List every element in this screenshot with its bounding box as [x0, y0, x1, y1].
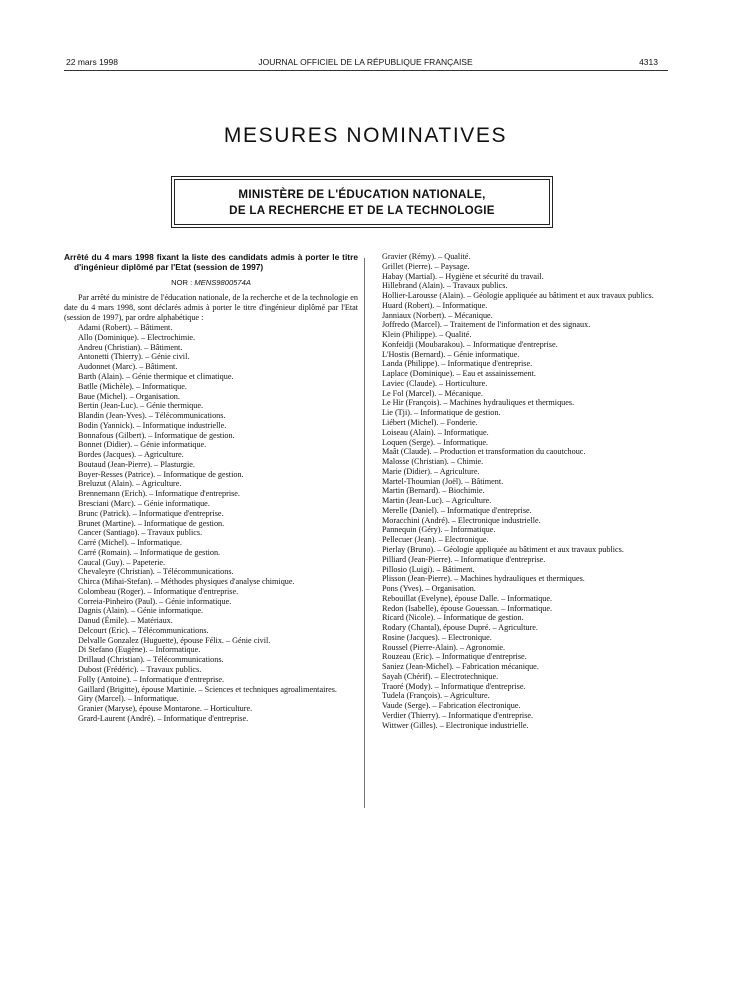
candidate-entry: Martel-Thoumian (Joël). – Bâtiment. — [382, 476, 504, 486]
candidate-list-right — [370, 252, 668, 731]
candidate-entry: Danud (Émile). – Matériaux. — [78, 616, 173, 626]
candidate-entry: Blandin (Jean-Yves). – Télécommunications. — [78, 411, 226, 421]
candidate-entry: Allo (Dominique). – Electrochimie. — [78, 332, 196, 342]
candidate-entry: Malosse (Christian). – Chimie. — [382, 457, 484, 467]
right-column — [370, 252, 668, 731]
candidate-entry: Tudela (François). – Agriculture. — [382, 691, 490, 701]
candidate-entry: Pillosio (Luigi). – Bâtiment. — [382, 564, 475, 574]
header-journal-title: JOURNAL OFFICIEL DE LA RÉPUBLIQUE FRANÇAISE — [258, 57, 473, 67]
candidate-entry: Brunc (Patrick). – Informatique d'entreprise. — [78, 508, 224, 518]
candidate-entry: Bodin (Yannick). – Informatique industrielle. — [78, 420, 227, 430]
candidate-entry: Gaillard (Brigitte), épouse Martinie. – Sciences et techniques agroalimentaires. — [78, 684, 337, 694]
candidate-entry: Bertin (Jean-Luc). – Génie thermique. — [78, 401, 204, 411]
candidate-entry: Pons (Yves). – Organisation. — [382, 584, 476, 594]
candidate-entry: Grard-Laurent (André). – Informatique d'entreprise. — [78, 713, 249, 723]
candidate-entry: Barth (Alain). – Génie thermique et climatique. — [78, 372, 234, 382]
candidate-entry: Maât (Claude). – Production et transformation du caoutchouc. — [382, 447, 586, 457]
candidate-entry: Granier (Maryse), épouse Montarone. – Horticulture. — [78, 704, 253, 714]
candidate-entry: Le Hir (François). – Machines hydrauliques et thermiques. — [382, 398, 575, 408]
section-title: MESURES NOMINATIVES — [223, 124, 508, 147]
candidate-entry: Antonetti (Thierry). – Génie civil. — [78, 352, 190, 362]
candidate-entry: Delcourt (Eric). – Télécommunications. — [78, 625, 209, 635]
candidate-entry: Andreu (Christian). – Bâtiment. — [78, 342, 183, 352]
candidate-entry: Liébert (Michel). – Fonderie. — [382, 418, 478, 428]
candidate-entry: Martin (Bernard). – Biochimie. — [382, 486, 485, 496]
candidate-entry: Cancer (Santiago). – Travaux publics. — [78, 528, 203, 538]
candidate-entry: Baue (Michel). – Organisation. — [78, 391, 180, 401]
candidate-entry: Dagnis (Alain). – Génie informatique. — [78, 606, 204, 616]
candidate-entry: Moracchini (André). – Electronique industrielle. — [382, 515, 541, 525]
candidate-entry: Brunet (Martine). – Informatique de gestion. — [78, 518, 225, 528]
candidate-entry: Joffredo (Marcel). – Traitement de l'information et des signaux. — [382, 320, 591, 330]
candidate-entry: Chevaleyre (Christian). – Télécommunications. — [78, 567, 234, 577]
candidate-entry: Konfeidji (Moubarakou). – Informatique d'entreprise. — [382, 339, 558, 349]
candidate-entry: Pannequin (Géry). – Informatique. — [382, 525, 496, 535]
candidate-entry: Redon (Isabelle), épouse Gouessan. – Informatique. — [382, 603, 553, 613]
candidate-entry: Bresciani (Marc). – Génie informatique. — [78, 498, 210, 508]
candidate-entry: Boutaud (Jean-Pierre). – Plasturgie. — [78, 459, 195, 469]
candidate-entry: Ricard (Nicole). – Informatique de gestion. — [382, 613, 524, 623]
candidate-entry: Caucal (Guy). – Papeterie. — [78, 557, 166, 567]
candidate-entry: Giry (Marcel). – Informatique. — [78, 694, 179, 704]
ministry-box — [174, 179, 550, 225]
candidate-entry: Carré (Romain). – Informatique de gestion. — [78, 547, 221, 557]
candidate-entry: Le Fol (Marcel). – Mécanique. — [382, 388, 483, 398]
candidate-entry: Loquen (Serge). – Informatique. — [382, 437, 489, 447]
column-divider — [364, 258, 365, 808]
candidate-entry: Chirca (Mihai-Stefan). – Méthodes physiques d'analyse chimique. — [78, 577, 295, 587]
candidate-entry: Delvalle Gonzalez (Huguette), épouse Félix. – Génie civil. — [78, 635, 271, 645]
candidate-entry: Folly (Antoine). – Informatique d'entreprise. — [78, 674, 225, 684]
header-rule — [64, 70, 668, 71]
candidate-entry: Janniaux (Norbert). – Mécanique. — [382, 310, 493, 320]
candidate-entry: Landa (Philippe). – Informatique d'entreprise. — [382, 359, 533, 369]
nor-reference — [64, 278, 358, 287]
left-column — [64, 252, 358, 724]
candidate-entry: L'Hostis (Bernard). – Génie informatique. — [382, 349, 520, 359]
candidate-entry: Rebouillat (Evelyne), épouse Dalle. – Informatique. — [382, 593, 553, 603]
candidate-entry: Rosine (Jacques). – Electronique. — [382, 632, 492, 642]
candidate-entry: Di Stefano (Eugène). – Informatique. — [78, 645, 201, 655]
candidate-entry: Huard (Robert). – Informatique. — [382, 300, 488, 310]
candidate-entry: Rouzeau (Eric). – Informatique d'entreprise. — [382, 652, 527, 662]
candidate-entry: Dubost (Frédéric). – Travaux publics. — [78, 664, 202, 674]
candidate-entry: Sayah (Chérif). – Electrotechnique. — [382, 671, 499, 681]
candidate-entry: Klein (Philippe). – Qualité. — [382, 330, 472, 340]
nor-code: MENS9800574A — [194, 278, 251, 288]
candidate-entry: Martin (Jean-Luc). – Agriculture. — [382, 496, 492, 506]
candidate-entry: Brennemann (Erich). – Informatique d'entreprise. — [78, 489, 240, 499]
candidate-entry: Batlle (Michèle). – Informatique. — [78, 381, 187, 391]
header-page-number: 4313 — [639, 57, 658, 67]
candidate-entry: Grillet (Pierre). – Paysage. — [382, 261, 470, 271]
nor-label: NOR : — [171, 278, 193, 288]
candidate-entry: Breluzut (Alain). – Agriculture. — [78, 479, 182, 489]
candidate-entry: Roussel (Pierre-Alain). – Agronomie. — [382, 642, 506, 652]
candidate-entry: Marie (Didier). – Agriculture. — [382, 466, 480, 476]
candidate-entry: Colombeau (Roger). – Informatique d'entreprise. — [78, 586, 239, 596]
candidate-entry: Laplace (Dominique). – Eau et assainissement. — [382, 369, 536, 379]
arrete-intro: Par arrêté du ministre de l'éducation nationale, de la recherche et de la technologie en date du 4 mars 1998, sont déclarés admis à porter le titre d'ingénieur diplômé par l'Etat (session de 1997), par ordre alphabétique : — [64, 293, 358, 322]
candidate-entry: Pierlay (Bruno). – Géologie appliquée au bâtiment et aux travaux publics. — [382, 544, 624, 554]
candidate-entry: Bordes (Jacques). – Agriculture. — [78, 450, 184, 460]
candidate-list-left — [64, 323, 358, 723]
candidate-entry: Vaude (Serge). – Fabrication électronique. — [382, 701, 521, 711]
ministry-line-1: MINISTÈRE DE L'ÉDUCATION NATIONALE, — [238, 188, 486, 201]
candidate-entry: Traoré (Mody). – Informatique d'entreprise. — [382, 681, 526, 691]
candidate-entry: Hollier-Larousse (Alain). – Géologie appliquée au bâtiment et aux travaux publics. — [382, 291, 654, 301]
header-date: 22 mars 1998 — [66, 57, 118, 67]
candidate-entry: Wittwer (Gilles). – Electronique industrielle. — [382, 720, 529, 730]
candidate-entry: Laviec (Claude). – Horticulture. — [382, 378, 488, 388]
candidate-entry: Correia-Pinheiro (Paul). – Génie informatique. — [78, 596, 232, 606]
candidate-entry: Lie (Tji). – Informatique de gestion. — [382, 408, 501, 418]
candidate-entry: Bonnet (Didier). – Génie informatique. — [78, 440, 207, 450]
candidate-entry: Rodary (Chantal), épouse Dupré. – Agriculture. — [382, 623, 538, 633]
candidate-entry: Pilliard (Jean-Pierre). – Informatique d'entreprise. — [382, 554, 546, 564]
candidate-entry: Saniez (Jean-Michel). – Fabrication mécanique. — [382, 662, 539, 672]
candidate-entry: Gravier (Rémy). – Qualité. — [382, 252, 471, 261]
ministry-line-2: DE LA RECHERCHE ET DE LA TECHNOLOGIE — [229, 203, 495, 217]
candidate-entry: Merelle (Daniel). – Informatique d'entreprise. — [382, 505, 532, 515]
candidate-entry: Pellecuer (Jean). – Electronique. — [382, 535, 489, 545]
candidate-entry: Drillaud (Christian). – Télécommunications. — [78, 655, 224, 665]
candidate-entry: Adami (Robert). – Bâtiment. — [78, 323, 173, 333]
candidate-entry: Audonnet (Marc). – Bâtiment. — [78, 362, 178, 372]
candidate-entry: Boyer-Resses (Patrice). – Informatique de gestion. — [78, 469, 244, 479]
candidate-entry: Loiseau (Alain). – Informatique. — [382, 427, 489, 437]
candidate-entry: Carré (Michel). – Informatique. — [78, 538, 182, 548]
candidate-entry: Hillebrand (Alain). – Travaux publics. — [382, 281, 508, 291]
candidate-entry: Bonnafous (Gilbert). – Informatique de gestion. — [78, 430, 235, 440]
candidate-entry: Habay (Martial). – Hygiène et sécurité du travail. — [382, 271, 544, 281]
candidate-entry: Verdier (Thierry). – Informatique d'entreprise. — [382, 710, 534, 720]
candidate-entry: Plisson (Jean-Pierre). – Machines hydrauliques et thermiques. — [382, 574, 585, 584]
arrete-title: Arrêté du 4 mars 1998 fixant la liste des candidats admis à porter le titre d'ingénieur diplômé par l'Etat (session de 1997) — [64, 252, 358, 273]
